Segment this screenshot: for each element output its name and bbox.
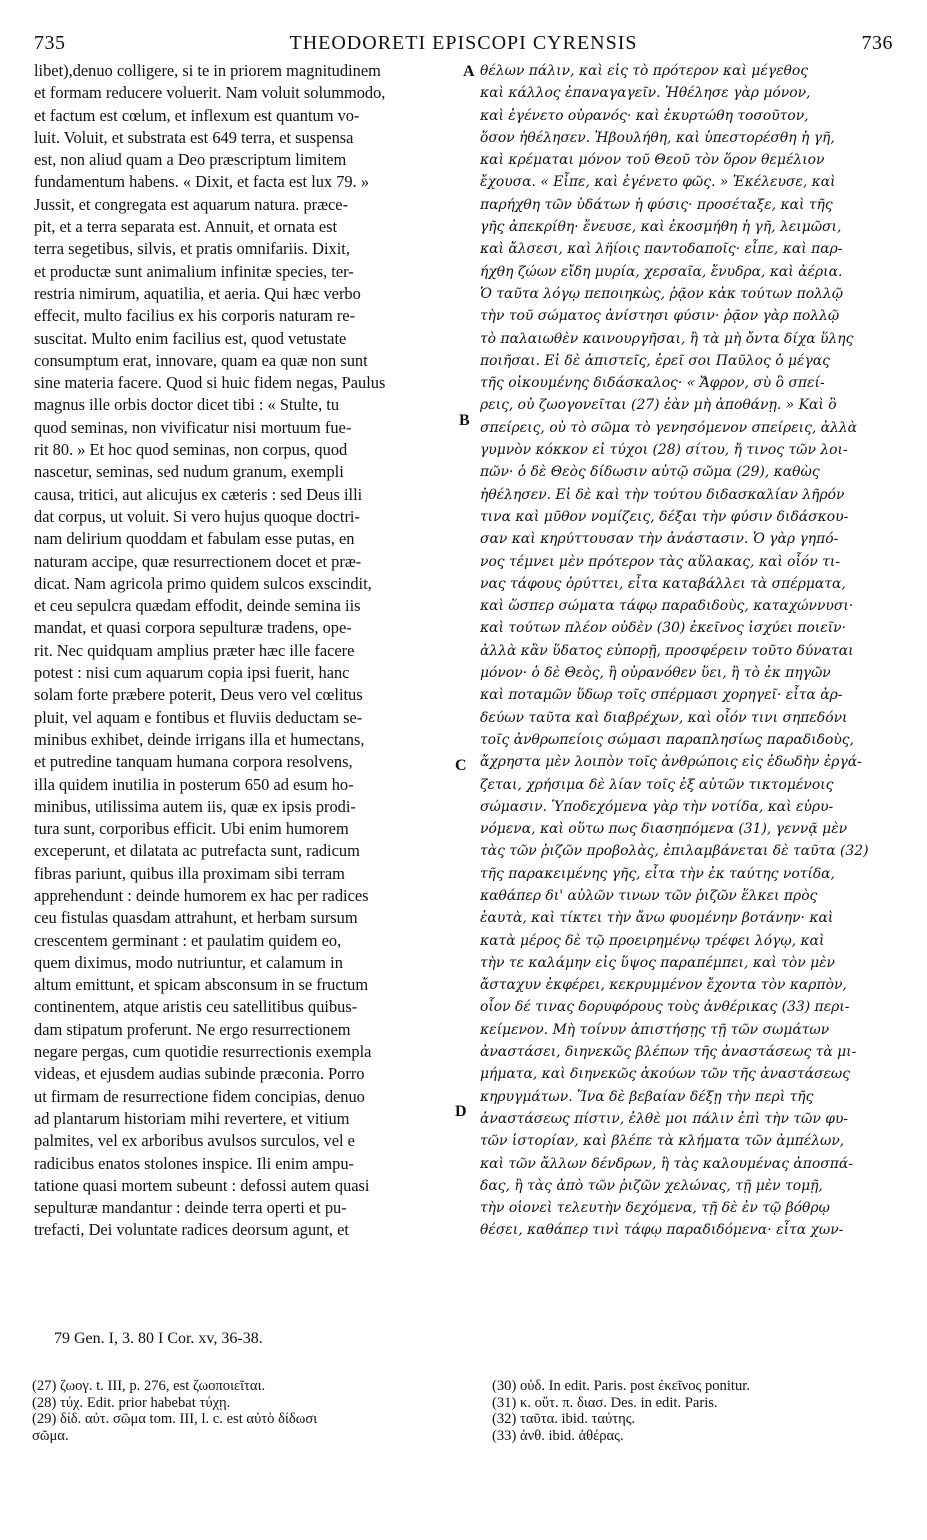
latin-text-line: crescentem germinant : et paulatim quidem eo, [34,930,342,950]
footnote-line: (28) τύχ. Edit. prior habebat τύχῃ. [32,1394,231,1411]
footnote-line: (32) ταῦτα. ibid. ταύτης. [492,1411,636,1428]
latin-text-line: videas, et ejusdem audias subinde præconia. Porro [34,1064,365,1084]
latin-text-line: trefacti, Dei voluntate radices deorsum agunt, et [34,1220,349,1240]
margin-letter-b: B [459,412,470,429]
latin-text-line: tatione quasi mortem subeunt : defossi autem quasi [34,1175,370,1195]
greek-text-line: τὸ παλαιωθὲν καινουργῆσαι, ἢ τὰ μὴ ὄντα δίχα ὕλης [480,330,854,347]
latin-text-line: apprehendunt : deinde humorem ex hac per radices [34,885,369,905]
greek-text-line: θέλων πάλιν, καὶ εἰς τὸ πρότερον καὶ μέγεθος [480,63,809,79]
latin-text-line: fundamentum habens. « Dixit, et facta est lux 79. » [34,172,370,192]
greek-column [480,60,896,1242]
greek-text-line: πῶν· ὁ δὲ Θεὸς δίδωσιν αὐτῷ σῶμα (29), καθὼς [480,464,820,481]
latin-text-line: sepulturæ mandantur : deinde terra operti et pu- [34,1198,347,1218]
latin-text-line: rit. Nec quidquam amplius præter hæc ille facere [34,640,355,660]
greek-text-line: καθάπερ δι' αὐλῶν τινων τῶν ῥιζῶν ἕλκει πρὸς [480,887,818,904]
greek-text-line: μήματα, καὶ διηνεκῶς ἀκούων τῶν τῆς ἀναστάσεως [480,1066,851,1083]
latin-text-line: pluit, vel aquam e fontibus et fluviis deductam se- [34,707,363,727]
greek-text-line: γυμνὸν κόκκον εἰ τύχοι (28) σίτου, ἤ τινος τῶν λοι- [480,442,848,459]
greek-text-line: ἑαυτὰ, καὶ τίκτει τὴν ἄνω φυομένην βοτάνην· καὶ [480,910,834,927]
running-title: THEODORETI EPISCOPI CYRENSIS [289,32,638,54]
latin-text-line: nam delirium quoddam et fabulam esse putas, en [34,529,355,549]
greek-text-line: τοῖς ἀνθρωπείοις σώμασι παραπλησίως παραδιδοὺς, [480,731,854,748]
greek-text-line: νας τάφους ὀρύττει, εἶτα καταβάλλει τὰ σπέρματα, [480,575,846,592]
greek-text-line: οἷον δέ τινας δορυφόρους τοὺς ἀνθέρικας (33) περι- [480,999,850,1016]
latin-text-line: exceperunt, et dilatata ac putrefacta sunt, radicum [34,841,360,861]
latin-text-line: dam stipatum proferunt. Ne ergo resurrectionem [34,1019,351,1039]
greek-text-line: νόμενα, καὶ οὕτω πως διασηπόμενα (31), γεννᾷ μὲν [480,821,848,838]
scripture-footnote: 79 Gen. I, 3. 80 I Cor. xv, 36-38. [54,1330,263,1347]
latin-text-line: fibras pariunt, quibus illa proximam sibi terram [34,863,345,883]
latin-text-line: sine materia facere. Quod si huic fidem negas, Paulus [34,373,386,393]
footnote-line: (29) δίδ. αὐτ. σῶμα tom. III, l. c. est αὐτὸ δίδωσι [32,1411,318,1428]
greek-text-line: ἄσταχυν ἐκφέρει, κεκρυμμένον ἔχοντα τὸν καρπὸν, [480,977,847,994]
latin-text-line: consumptum erat, innovare, quam ea quæ non sunt [34,350,368,370]
greek-text-line: καὶ τούτων πλέον οὐδὲν (30) ἐκεῖνος ἰσχύει ποιεῖν· [480,620,847,637]
greek-text-line: θέσει, καθάπερ τινὶ τάφῳ παραδιδόμενα· εἶτα χων- [480,1222,844,1239]
latin-text-line: ceu fistulas quasdam attrahunt, et herbam sursum [34,908,358,928]
greek-text-line: ἀναστάσει, διηνεκῶς βλέπων τῆς ἀναστάσεως τὰ μι- [480,1044,857,1061]
greek-text-line: ρεις, οὐ ζωογονεῖται (27) ἐὰν μὴ ἀποθάνῃ. » Καὶ ὃ [480,397,837,414]
greek-text-line: κηρυγμάτων. Ἵνα δὲ βεβαίαν δέξῃ τὴν περὶ τῆς [480,1088,814,1105]
latin-text-line: est, non aliud quam a Deo præscriptum limitem [34,150,347,170]
footnote-line: (30) οὐδ. In edit. Paris. post ἐκεῖνος ponitur. [492,1378,750,1394]
latin-text-line: libet),denuo colligere, si te in priorem magnitudinem [34,61,381,80]
latin-text-line: causa, tritici, aut alicujus ex cæteris : sed Deus illi [34,484,363,504]
footnote-line: (31) κ. οὕτ. π. διασ. Des. in edit. Paris. [492,1394,718,1411]
greek-text-line: παρήχθη τῶν ὑδάτων ἡ φύσις· προσέταξε, καὶ τῆς [480,196,833,213]
footnotes-right [492,1378,912,1445]
latin-column [34,60,450,1242]
greek-text-line: ήχθη ζώων εἴδη μυρία, χερσαῖα, ἔνυδρα, καὶ ἀέρια. [480,263,843,280]
latin-text-line: potest : nisi cum aquarum copia ipsi fuerit, hanc [34,663,350,683]
latin-text-line: quod seminas, non vivificatur nisi mortuum fue- [34,417,352,437]
greek-text-line: ἀλλὰ κἂν ὕδατος εὐπορῇ, προσφέρειν τοῦτο δύναται [480,642,854,659]
greek-text-line: καὶ ὥσπερ σώματα τάφῳ παραδιδοὺς, καταχώννυσι· [480,598,854,615]
latin-text-line: effecit, multo facilius ex his corporis naturam re- [34,306,356,326]
footnote-line: (33) ἀνθ. ibid. ἀθέρας. [492,1428,624,1445]
latin-text-line: et putredine tanquam humana corpora resolvens, [34,752,353,772]
greek-text-line: τινα καὶ μῦθον νομίζεις, δέξαι τὴν φύσιν διδάσκου- [480,508,849,525]
latin-text-line: dicat. Nam agricola primo quidem sulcos exscindit, [34,573,372,593]
greek-text-line: τῶν ἱστορίαν, καὶ βλέπε τὰ κλήματα τῶν ἀμπέλων, [480,1133,845,1150]
latin-text-line: continentem, atque aristis ceu satellitibus quibus- [34,997,358,1017]
latin-text-line: tura sunt, corporibus efficit. Ubi enim humorem [34,819,349,839]
latin-text-line: magnus ille orbis doctor dicet tibi : « Stulte, tu [34,395,340,415]
latin-text-line: ut firmam de resurrectione fidem concipias, denuo [34,1086,365,1106]
greek-text-line: σπείρεις, οὐ τὸ σῶμα τὸ γενησόμενον σπείρεις, ἀλλὰ [480,419,858,436]
greek-text-line: τὴν τε καλάμην εἰς ὕψος παραπέμπει, καὶ τὸν μὲν [480,954,836,971]
greek-text-line: ποιῆσαι. Εἰ δὲ ἀπιστεῖς, ἐρεῖ σοι Παῦλος ὁ μέγας [480,352,830,369]
greek-text-line: νος τέμνει μὲν πρότερον τὰς αὔλακας, καὶ οἷόν τι- [480,553,841,570]
latin-text-line: luit. Voluit, et substrata est 649 terra, et suspensa [34,127,354,147]
greek-text-line: σαν καὶ κηρύττουσαν τὴν ἀνάστασιν. Ὁ γὰρ γηπό- [480,531,839,548]
greek-text-line: τὴν οἱονεὶ τελευτὴν δεχόμενα, τῇ δὲ ἐν τῷ βόθρῳ [480,1200,830,1217]
greek-text-line: δεύων ταῦτα καὶ διαβρέχων, καὶ οἷόν τινι σηπεδόνι [480,709,848,726]
latin-text-line: Jussit, et congregata est aquarum natura. præce- [34,194,349,214]
latin-text-line: solam forte præbere poterit, Deus vero vel cœlitus [34,685,363,705]
greek-text-line: ὅσον ἠθέλησεν. Ἠβουλήθη, καὶ ὑπεστορέσθη ἡ γῆ, [480,129,835,146]
greek-text-line: καὶ ἐγένετο οὐρανός· καὶ ἐκυρτώθη τοσοῦτον, [480,107,809,124]
footnote-line: (27) ζωογ. t. III, p. 276, est ζωοποιεῖται. [32,1378,266,1394]
greek-text-line: γῆς ἀπεκρίθη· ἔνευσε, καὶ ἐκοσμήθη ἡ γῆ, λειμῶσι, [480,219,842,236]
latin-text-line: ad plantarum historiam mihi revertere, et vitium [34,1108,350,1128]
latin-text-line: altum emittunt, et spicam absconsum in se fructum [34,975,369,995]
left-page-number: 735 [34,32,66,54]
footnote-line: σῶμα. [32,1428,69,1445]
latin-text-line: palmites, vel ex arboribus avulsos surculos, vel e [34,1131,355,1151]
greek-text-line: καὶ ἄλσεσι, καὶ λη̈ίοις παντοδαποῖς· εἶπε, καὶ παρ- [480,241,843,258]
greek-text-line: τὴν τοῦ σώματος ἀνίστησι φύσιν· ῥᾷον γὰρ πολλῷ [480,308,840,325]
greek-text-line: ἔχουσα. « Εἶπε, καὶ ἐγένετο φῶς. » Ἐκέλευσε, καὶ [480,174,836,191]
footnotes-left [32,1378,452,1445]
right-page-number: 736 [861,32,893,54]
margin-letter-a: A [463,63,475,80]
greek-text-line: κείμενον. Μὴ τοίνυν ἀπιστήσῃς τῇ τῶν σωμάτων [480,1021,830,1038]
greek-text-line: καὶ τῶν ἄλλων δένδρων, ἢ τὰς καλουμένας ἀποσπά- [480,1155,853,1172]
latin-text-line: minibus exhibet, deinde irrigans illa et humectans, [34,729,365,749]
latin-text-line: radicibus enatos stolones inspice. Ili enim ampu- [34,1153,355,1173]
latin-text-line: et formam reducere voluerit. Nam voluit solummodo, [34,83,386,103]
latin-text-line: et ceu sepulcra quædam effodit, deinde semina iis [34,596,361,616]
latin-text-line: pit, et a terra separata est. Annuit, et ornata est [34,217,338,237]
greek-text-line: καὶ κρέμαται μόνον τοῦ Θεοῦ τὸν ὅρον θεμέλιον [480,152,825,169]
latin-text-line: suscitat. Multo enim facilius est, quod vetustate [34,328,347,348]
greek-text-line: μόνον· ὁ δὲ Θεὸς, ἢ οὐρανόθεν ὕει, ἢ τὸ ἐκ πηγῶν [480,665,831,682]
latin-text-line: naturam accipe, quæ resurrectionem docet et præ- [34,551,362,571]
margin-letter-c: C [455,757,467,774]
latin-text-line: nascetur, seminas, sed nudum granum, exempli [34,462,344,482]
greek-text-line: Ὁ ταῦτα λόγῳ πεποιηκὼς, ῥᾷον κἀκ τούτων πολλῷ [480,285,844,302]
greek-text-line: τῆς παρακειμένης γῆς, εἶτα τὴν ἐκ ταύτης νοτίδα, [480,865,835,882]
greek-text-line: δας, ἢ τὰς ἀπὸ τῶν ῥιζῶν χελώνας, τῇ μὲν τομῇ, [480,1177,823,1194]
greek-text-line: τὰς τῶν ῥιζῶν προβολὰς, ἐπιλαμβάνεται δὲ ταῦτα (32) [480,843,869,860]
latin-text-line: negare pergas, cum quotidie resurrectionis exempla [34,1042,372,1062]
latin-text-line: quem diximus, modo nutriuntur, et calamum in [34,952,343,972]
latin-text-line: dat corpus, ut voluit. Si vero hujus quoque doctri- [34,506,360,526]
latin-text-line: rit 80. » Et hoc quod seminas, non corpus, quod [34,440,348,460]
latin-text-line: minibus, utilissima autem iis, quæ ex ipsis prodi- [34,796,356,816]
greek-text-line: σώμασιν. Ὑποδεχόμενα γὰρ τὴν νοτίδα, καὶ εὐρυ- [480,798,834,815]
greek-text-line: τῆς οἰκουμένης διδάσκαλος· « Ἄφρον, σὺ ὃ σπεί- [480,375,825,392]
greek-text-line: ἠθέλησεν. Εἰ δὲ καὶ τὴν τούτου διδασκαλίαν λῆρόν [480,486,845,503]
latin-text-line: et factum est cœlum, et inflexum est quantum vo- [34,105,360,125]
greek-text-line: ἀναστάσεως πίστιν, ἐλθὲ μοι πάλιν ἐπὶ τὴν τῶν φυ- [480,1110,849,1127]
latin-text-line: restria nimirum, aquatilia, et aeria. Qui hæc verbo [34,283,361,303]
latin-text-line: mandat, et quasi corpora sepulturæ tradens, ope- [34,618,352,638]
greek-text-line: καὶ κάλλος ἐπαναγαγεῖν. Ἠθέλησε γὰρ μόνον, [480,85,811,102]
latin-text-line: terra segetibus, silvis, et pratis omnifariis. Dixit, [34,239,350,259]
latin-text-line: et productæ sunt animalium infinitæ species, ter- [34,261,354,281]
greek-text-line: κατὰ μέρος δὲ τῷ προειρημένῳ τρέφει λόγῳ, καὶ [480,932,825,949]
margin-letter-d: D [455,1103,467,1120]
greek-text-line: καὶ ποταμῶν ὕδωρ τοῖς σπέρμασι χορηγεῖ· εἶτα ἀρ- [480,687,843,704]
latin-text-line: illa quidem inutilia in posterum 650 ad esum ho- [34,774,354,794]
greek-text-line: ἄχρηστα μὲν λοιπὸν τοῖς ἀνθρώποις εἰς ἐδωδὴν ἐργά- [480,754,862,771]
greek-text-line: ζεται, χρήσιμα δὲ λίαν τοῖς ἐξ αὐτῶν τικτομένοις [480,776,834,793]
